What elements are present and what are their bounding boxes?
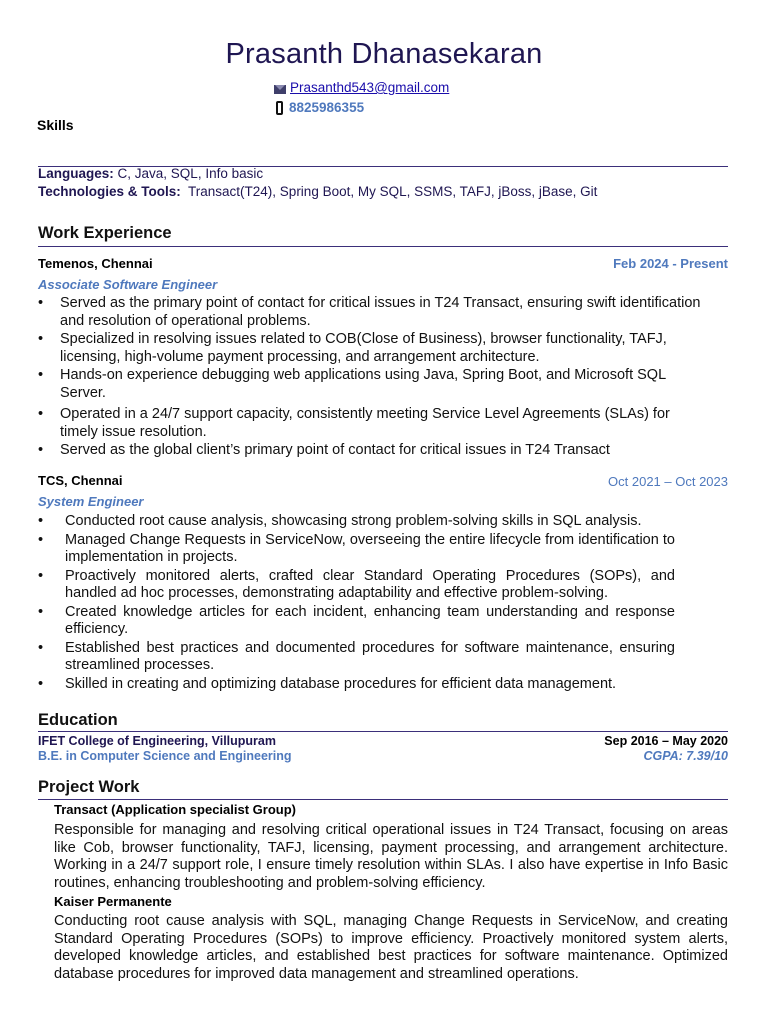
list-item: • Conducted root cause analysis, showcasing strong problem-solving skills in SQL analysis. <box>38 513 675 531</box>
list-item: • Skilled in creating and optimizing database procedures for efficient data management. <box>38 676 675 694</box>
project-title: Kaiser Permanente <box>54 894 172 909</box>
job-bullets <box>38 513 675 694</box>
list-item: • Served as the global client’s primary point of contact for critical issues in T24 Transact <box>38 442 710 460</box>
job-role: Associate Software Engineer <box>38 277 218 292</box>
tools-label: Technologies & Tools: <box>38 184 181 199</box>
list-item: • Established best practices and documented procedures for software maintenance, ensuring streamlined processes. <box>38 640 675 675</box>
job-date: Oct 2021 – Oct 2023 <box>608 474 728 489</box>
list-item: • Proactively monitored alerts, crafted clear Standard Operating Procedures (SOPs), and handled ad hoc processes, demonstrating adaptability and effective problem-solving. <box>38 568 675 603</box>
email-link[interactable]: Prasanthd543@gmail.com <box>290 80 450 95</box>
list-item: • Served as the primary point of contact for critical issues in T24 Transact, ensuring swift identification and resolution of operational problems. <box>38 295 710 330</box>
education-divider <box>38 731 728 732</box>
list-item: • Specialized in resolving issues related to COB(Close of Business), browser functionality, TAFJ, licensing, high-volume payment processing, and arrangement architecture. <box>38 331 710 366</box>
list-item: • Hands-on experience debugging web applications using Java, Spring Boot, and Microsoft SQL Server. <box>38 367 710 402</box>
degree: B.E. in Computer Science and Engineering <box>38 749 292 763</box>
mobile-phone-icon <box>276 101 283 115</box>
projects-divider <box>38 799 728 800</box>
phone-number: 8825986355 <box>289 100 365 115</box>
job-company: Temenos, Chennai <box>38 256 153 271</box>
project-title: Transact (Application specialist Group) <box>54 802 296 817</box>
projects-heading: Project Work <box>38 778 140 796</box>
list-item: • Operated in a 24/7 support capacity, consistently meeting Service Level Agreements (SLAs) for timely issue resolution. <box>38 406 710 441</box>
languages-label: Languages: <box>38 166 114 181</box>
work-heading: Work Experience <box>38 224 172 242</box>
college-name: IFET College of Engineering, Villupuram <box>38 734 276 748</box>
tools-line <box>38 184 597 199</box>
education-date: Sep 2016 – May 2020 <box>604 734 728 748</box>
candidate-name: Prasanth Dhanasekaran <box>225 38 543 70</box>
work-divider <box>38 246 728 247</box>
skills-heading: Skills <box>37 117 74 133</box>
phone-row <box>276 100 364 115</box>
tools-value: Transact(T24), Spring Boot, My SQL, SSMS, TAFJ, jBoss, jBase, Git <box>188 184 598 199</box>
list-item: • Created knowledge articles for each incident, enhancing team understanding and response efficiency. <box>38 604 675 639</box>
job-bullets <box>38 295 710 461</box>
job-role: System Engineer <box>38 494 144 509</box>
cgpa: CGPA: 7.39/10 <box>643 749 728 763</box>
job-date: Feb 2024 - Present <box>613 256 728 271</box>
envelope-icon <box>274 85 286 94</box>
list-item: • Managed Change Requests in ServiceNow, overseeing the entire lifecycle from identification to implementation in projects. <box>38 532 675 567</box>
job-company: TCS, Chennai <box>38 473 123 488</box>
languages-line <box>38 166 263 181</box>
languages-value: C, Java, SQL, Info basic <box>117 166 264 181</box>
project-description: Conducting root cause analysis with SQL, managing Change Requests in ServiceNow, and creating Standard Operating Procedures (SOPs) to improve efficiency. Proactively monitored system alerts, developed knowledge articles, and established best practices for software maintenance. Optimized database procedures for improved data management and streamlined operations. <box>54 913 728 982</box>
project-description: Responsible for managing and resolving critical operational issues in T24 Transact, focusing on areas like Cob, browser functionality, TAFJ, licensing, payment processing, and arrangement architecture. Working in a 24/7 support role, I ensure timely resolution within SLAs. I also have expertise in Info Basic routines, enhancing troubleshooting and problem-solving efficiency. <box>54 822 728 891</box>
education-heading: Education <box>38 711 118 729</box>
email-row <box>274 80 449 95</box>
